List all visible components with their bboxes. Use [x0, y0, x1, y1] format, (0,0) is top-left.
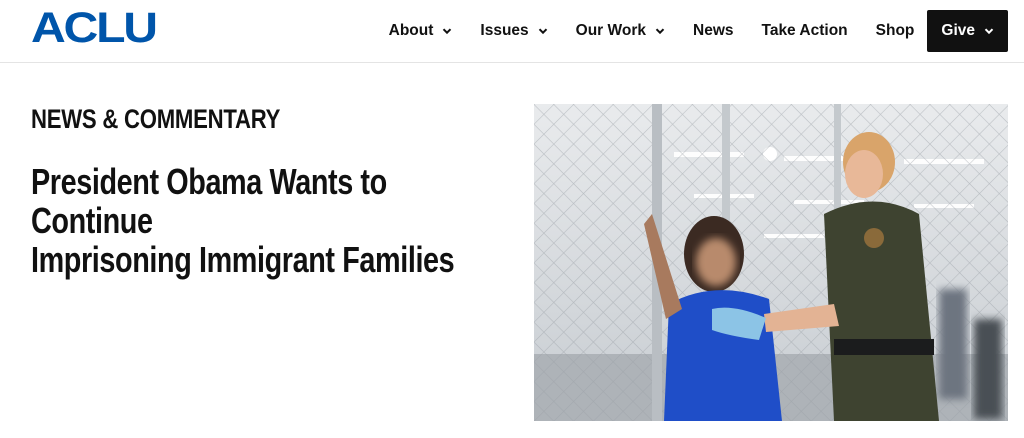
nav-item-news[interactable]	[693, 10, 734, 52]
nav-item-label: Our Work	[575, 22, 646, 39]
nav-item-label: Take Action	[761, 22, 848, 39]
nav-item-label: About	[388, 22, 434, 39]
aclu-logo[interactable]: ACLU	[31, 4, 156, 52]
nav-item-take-action[interactable]	[762, 10, 848, 52]
nav-item-label: News	[693, 22, 734, 39]
nav-item-shop[interactable]	[876, 10, 915, 52]
nav-item-label: Issues	[480, 22, 529, 39]
nav-item-our-work[interactable]	[576, 10, 665, 52]
nav-item-issues[interactable]	[480, 10, 547, 52]
nav-item-label: Shop	[875, 22, 915, 39]
give-label: Give	[941, 22, 975, 39]
nav-item-about[interactable]	[389, 10, 453, 52]
article-title-line: Imprisoning Immigrant Families	[31, 239, 455, 280]
chevron-down-icon	[984, 26, 994, 36]
article-kicker[interactable]: NEWS & COMMENTARY	[31, 104, 281, 134]
main-nav	[389, 10, 1008, 52]
article-hero-image	[534, 104, 1008, 421]
give-button[interactable]	[927, 10, 1008, 52]
detention-photo-illustration	[534, 104, 1008, 421]
chevron-down-icon	[538, 26, 548, 36]
chevron-down-icon	[442, 26, 452, 36]
article-title-line: President Obama Wants to Continue	[31, 161, 387, 241]
article-title	[31, 162, 495, 279]
chevron-down-icon	[655, 26, 665, 36]
site-header	[0, 0, 1024, 63]
